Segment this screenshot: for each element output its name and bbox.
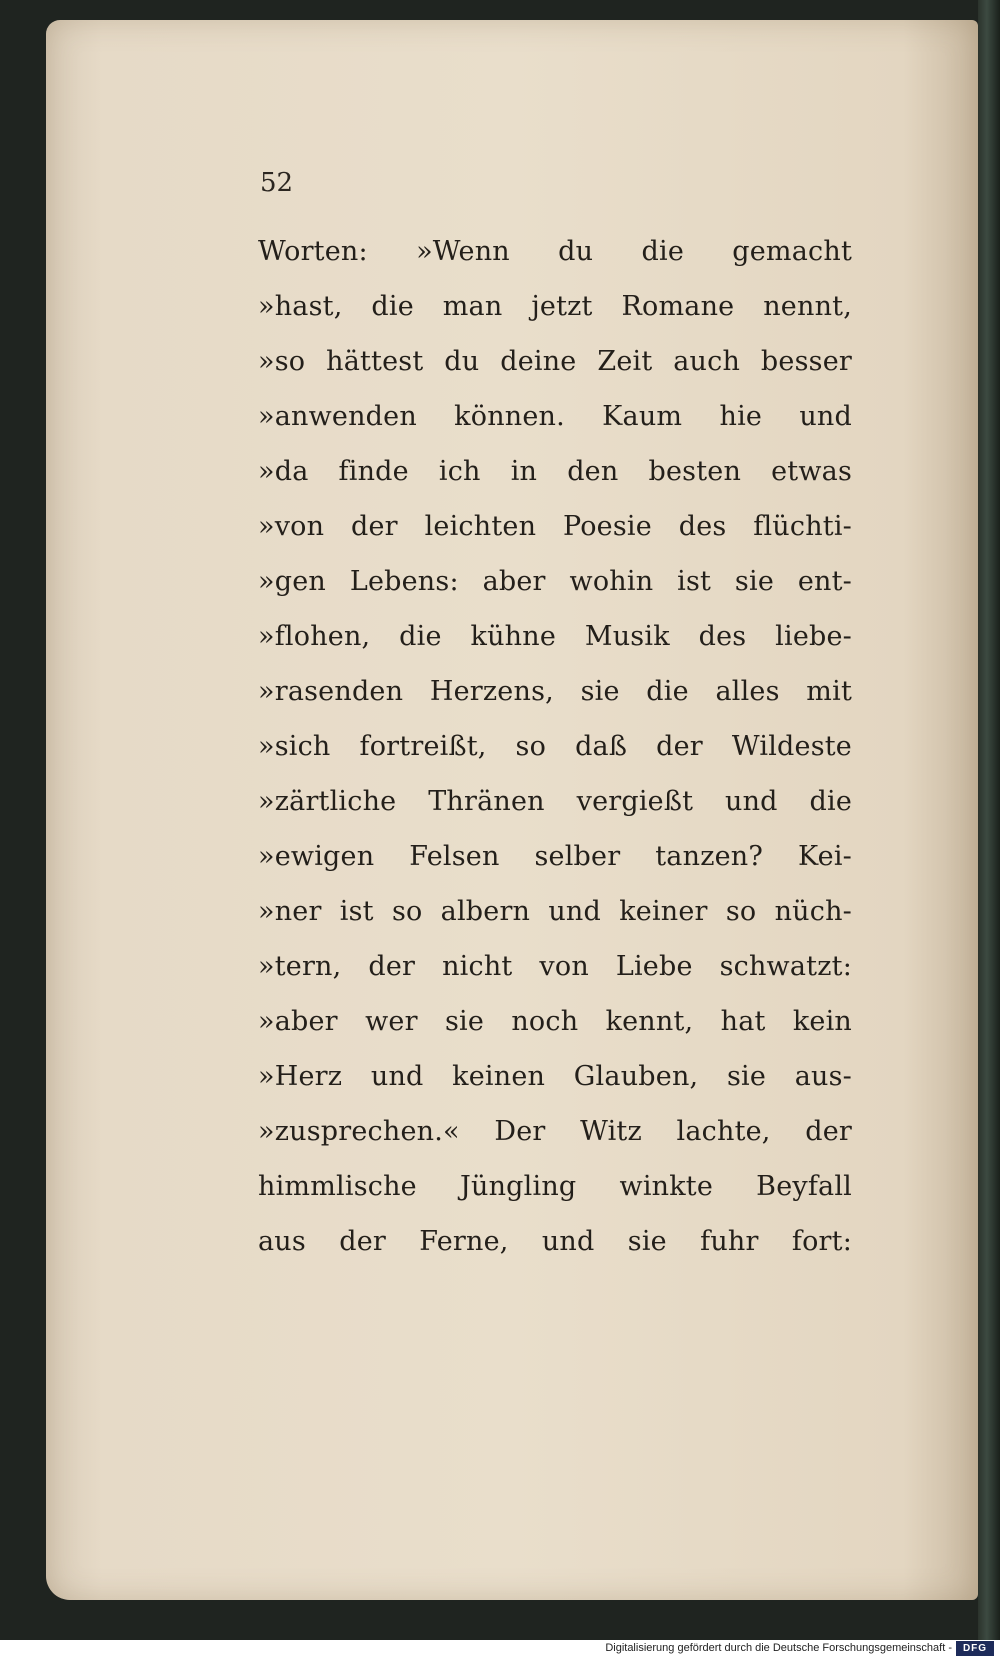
text-line: himmlische Jüngling winkte Beyfall <box>258 1171 852 1202</box>
text-line: »flohen, die kühne Musik des liebe- <box>258 621 852 652</box>
text-line: »tern, der nicht von Liebe schwatzt: <box>258 951 852 982</box>
text-line: Worten: »Wenn du die gemacht <box>258 236 852 267</box>
text-line: »von der leichten Poesie des flüchti- <box>258 511 852 542</box>
text-line: »anwenden können. Kaum hie und <box>258 401 852 432</box>
text-line: »ner ist so albern und keiner so nüch- <box>258 896 852 927</box>
text-line: »rasenden Herzens, sie die alles mit <box>258 676 852 707</box>
book-page <box>46 20 978 1600</box>
page-number: 52 <box>260 168 294 198</box>
text-line: aus der Ferne, und sie fuhr fort: <box>258 1226 852 1257</box>
text-line: »hast, die man jetzt Romane nennt, <box>258 291 852 322</box>
text-line: »da finde ich in den besten etwas <box>258 456 852 487</box>
text-line: »sich fortreißt, so daß der Wildeste <box>258 731 852 762</box>
text-line: »gen Lebens: aber wohin ist sie ent- <box>258 566 852 597</box>
footer-bar <box>0 1640 1000 1659</box>
text-line: »ewigen Felsen selber tanzen? Kei- <box>258 841 852 872</box>
page-text <box>258 224 852 1269</box>
text-line: »aber wer sie noch kennt, hat kein <box>258 1006 852 1037</box>
text-line: »Herz und keinen Glauben, sie aus- <box>258 1061 852 1092</box>
text-line: »zärtliche Thränen vergießt und die <box>258 786 852 817</box>
text-line: »so hättest du deine Zeit auch besser <box>258 346 852 377</box>
text-line: »zusprechen.« Der Witz lachte, der <box>258 1116 852 1147</box>
digitization-credit: Digitalisierung gefördert durch die Deutsche Forschungsgemeinschaft - <box>605 1642 952 1654</box>
dfg-logo: DFG <box>956 1641 994 1656</box>
